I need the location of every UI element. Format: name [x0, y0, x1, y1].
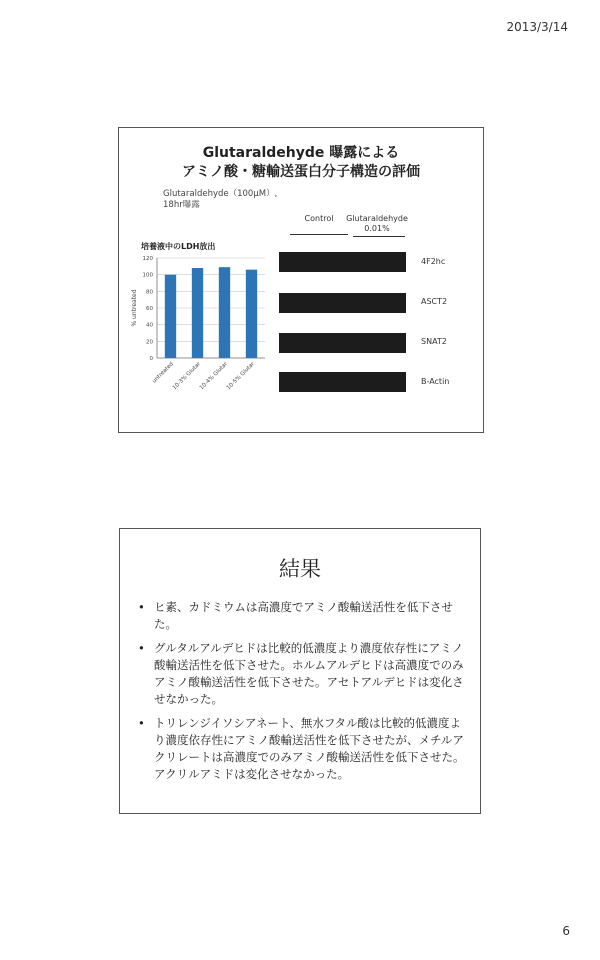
results-bullet-item	[136, 640, 466, 708]
band-label-asct2: ASCT2	[421, 297, 448, 306]
slide1-title	[119, 144, 483, 182]
exposure-condition	[163, 189, 277, 211]
slide-amino-acid-evaluation	[118, 127, 484, 433]
results-bullet-text: トリレンジイソシアネート、無水フタル酸は比較的低濃度より濃度依存性にアミノ酸輸送活性を低下させたが、メチルアクリレートは高濃度でのみアミノ酸輸送活性を低下させた。アクリルアミドは変化させなかった。	[154, 716, 465, 781]
results-bullet-item	[136, 599, 466, 633]
band-label-snat2: SNAT2	[421, 337, 447, 346]
page-date: 2013/3/14	[506, 20, 568, 34]
chart-bar	[219, 267, 230, 358]
chart-bar	[246, 270, 257, 358]
chart-y-tick-label: 100	[142, 272, 153, 279]
chart-y-tick-label: 0	[149, 356, 153, 362]
chart-y-tick-label: 40	[146, 322, 153, 329]
western-blot-control-header: Control	[304, 214, 334, 223]
chart-y-tick-label: 80	[146, 289, 153, 296]
chart-y-tick-label: 20	[146, 339, 153, 346]
ldh-chart-title: 培養液中のLDH放出	[141, 242, 216, 251]
exposure-condition-line1: Glutaraldehyde（100μM）,	[163, 189, 278, 199]
results-bullet-text: グルタルアルデヒドは比較的低濃度より濃度依存性にアミノ酸輸送活性を低下させた。ホルムアルデヒドは高濃度でのみアミノ酸輸送活性を低下させた。アセトアルデヒドは変化させなかった。	[154, 641, 464, 706]
results-bullet-item	[136, 715, 466, 783]
bullet-dot: •	[138, 716, 145, 730]
exposure-condition-line2: 18hr曝露	[163, 200, 200, 210]
chart-y-axis-label: % untreated	[131, 289, 138, 327]
slide1-title-line1: Glutaraldehyde 曝露による	[202, 145, 400, 161]
treated-header-underline	[353, 236, 405, 237]
slide-results	[119, 528, 481, 814]
chart-y-tick-label: 60	[146, 306, 153, 312]
page-number: 6	[562, 924, 570, 938]
bullet-dot: •	[138, 641, 145, 655]
bullet-dot: •	[138, 600, 145, 614]
band-label-4f2hc: 4F2hc	[421, 257, 446, 266]
control-header-underline	[290, 234, 348, 235]
results-bullet-list	[136, 599, 466, 790]
band-label-b-actin: B-Actin	[421, 377, 450, 386]
results-bullet-text: ヒ素、カドミウムは高濃度でアミノ酸輸送活性を低下させた。	[154, 600, 453, 631]
western-blot-band-asct2	[279, 293, 406, 313]
chart-x-tick-label: 10-5% Glutar	[225, 361, 256, 392]
results-title: 結果	[279, 557, 321, 581]
ldh-bar-chart	[127, 248, 277, 426]
chart-x-tick-label: 10-3% Glutar	[171, 361, 202, 392]
western-blot-band-b-actin	[279, 372, 406, 392]
slide1-title-line2: アミノ酸・糖輸送蛋白分子構造の評価	[182, 164, 420, 180]
treated-header-line2: 0.01%	[364, 224, 390, 233]
chart-bar	[165, 275, 176, 358]
western-blot-band-snat2	[279, 333, 406, 353]
chart-x-tick-label: untreated	[151, 361, 175, 385]
western-blot-band-4f2hc	[279, 252, 406, 272]
chart-bar	[192, 268, 203, 358]
treated-header-line1: Glutaraldehyde	[346, 214, 408, 223]
chart-y-tick-label: 120	[142, 256, 153, 262]
chart-x-tick-label: 10-4% Glutar	[198, 361, 229, 392]
western-blot-treated-header	[345, 214, 409, 234]
